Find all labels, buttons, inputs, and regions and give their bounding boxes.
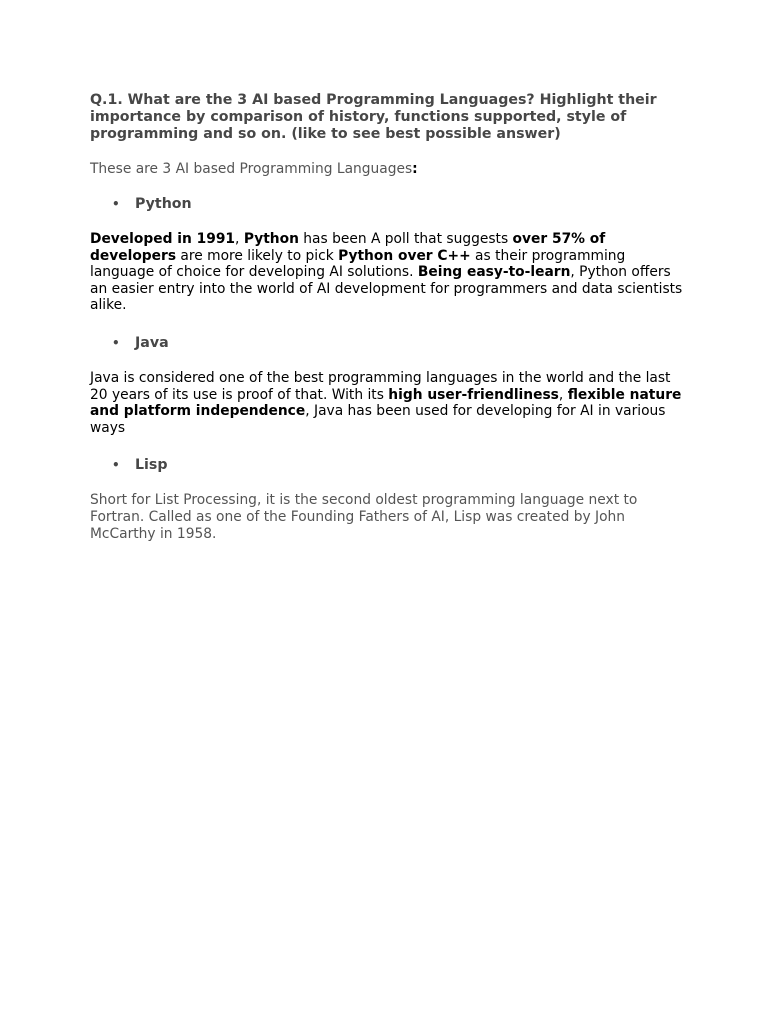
python-text-3: are more likely to pick [176, 247, 339, 264]
intro-text-body: These are 3 AI based Programming Languages [90, 161, 413, 177]
bullet-python [90, 196, 690, 213]
java-text-2: , [558, 386, 568, 403]
intro-text [90, 161, 690, 178]
python-heading: Python [135, 196, 192, 212]
python-text-2: has been A poll that suggests [298, 231, 513, 247]
java-heading: Java [135, 334, 169, 351]
python-bold-over-cpp: Python over C++ [338, 247, 471, 264]
python-bold-developed: Developed in 1991 [90, 231, 236, 247]
java-bold-friendliness: high user-friendliness [388, 386, 559, 403]
python-text-4: as their programming language of choice for developing AI solutions. [90, 247, 626, 281]
bullet-dot: • [112, 458, 120, 473]
python-bold-poll: over 57% of developers [90, 231, 606, 264]
lisp-paragraph: Short for List Processing, it is the second oldest programming language next to Fortran. Called as one of the Founding Fathers of AI, Lisp was created by John McCarthy in 1958. [90, 492, 638, 542]
python-bold-easy: Being easy-to-learn [417, 264, 571, 281]
java-paragraph [90, 370, 690, 436]
python-text-5: , Python offers an easier entry into the world of AI development for programmers and data scientists alike. [90, 264, 683, 314]
java-text-3: , Java has been used for developing for AI in various ways [90, 403, 666, 436]
bullet-java [90, 335, 690, 352]
python-text-1: , [235, 231, 244, 247]
bullet-dot: • [112, 197, 120, 211]
python-bold-name: Python [243, 231, 299, 247]
lisp-heading: Lisp [135, 457, 168, 474]
python-paragraph [90, 231, 690, 314]
bullet-lisp [90, 457, 690, 474]
document-page [90, 92, 690, 563]
intro-colon: : [412, 161, 418, 177]
question-heading: Q.1. What are the 3 AI based Programming Languages? Highlight their importance by comparison of history, functions supported, style of programming and so on. (like to see best possible answer) [90, 92, 657, 142]
bullet-dot: • [112, 335, 120, 350]
java-bold-flexible: flexible nature and platform independence [90, 386, 682, 420]
java-text-1: Java is considered one of the best programming languages in the world and the last 20 years of its use is proof of that. With its [90, 369, 671, 403]
